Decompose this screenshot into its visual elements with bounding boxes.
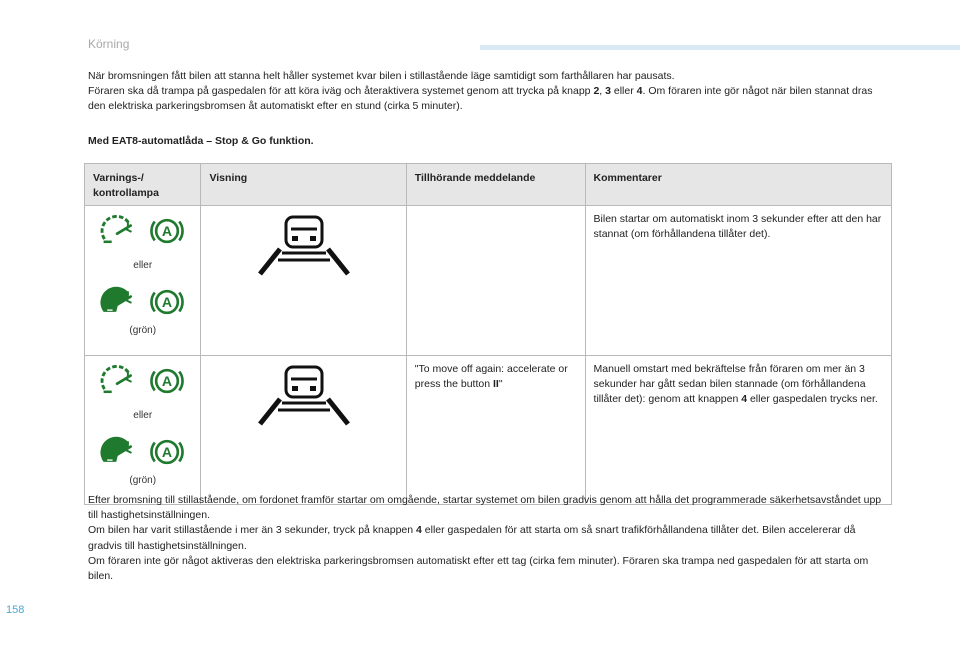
stop-go-table (84, 163, 892, 505)
outro-p2-end: eller gaspedalen för att starta om så snart trafikförhållandena tillåter det. Bilen accelererar då gradvis till hastighetsinställningen. (88, 524, 856, 552)
road-car-icon (256, 214, 352, 278)
lamp-pair (85, 364, 200, 398)
outro-p2-start: Om bilen har varit stillastående i mer än 3 sekunder, tryck på knappen (88, 524, 417, 537)
button-ref-2: 2 (593, 85, 600, 98)
eller-label: eller (133, 410, 153, 421)
lamp-pair (85, 285, 200, 319)
header-varningslampa: Varnings-/ kontrollampa (85, 164, 201, 206)
message-text-end: " (498, 378, 503, 390)
auto-a-icon (148, 436, 186, 468)
road-car-icon (256, 364, 352, 428)
header-visning: Visning (201, 164, 406, 206)
comment-text-end: eller gaspedalen trycks ner. (747, 393, 878, 405)
speedometer-filled-icon (100, 286, 136, 318)
gron-label: (grön) (129, 475, 157, 486)
speedometer-outline-icon (100, 365, 136, 397)
intro-line2-start: Föraren ska då trampa på gaspedalen för att köra iväg och återaktivera systemet genom att trycka på knapp (88, 85, 594, 98)
page-number: 158 (6, 604, 25, 616)
message-text: "To move off again: accelerate or press the button (414, 363, 568, 390)
section-title: Körning (88, 37, 130, 51)
intro-line1: När bromsningen fått bilen att stanna helt håller systemet kvar bilen i stillastående läge samtidigt som farthållaren har pausats. (88, 70, 675, 82)
button-ref-II: II (492, 378, 499, 390)
auto-a-icon (148, 365, 186, 397)
speedometer-filled-icon (100, 436, 136, 468)
intro-sep: eller (610, 85, 637, 98)
outro-p1: Efter bromsning till stillastående, om fordonet framför startar om omgående, startar systemet om bilen gradvis genom att hålla det programmerade säkerhetsavståndet upp till hastighetsinställningen. (88, 494, 882, 522)
section-heading: Med EAT8-automatlåda – Stop & Go funktion. (88, 135, 314, 147)
table-header-row (85, 164, 892, 206)
visning-cell (201, 356, 406, 505)
outro-paragraph (88, 493, 888, 584)
lamp-pair (85, 435, 200, 469)
lamp-pair (85, 214, 200, 248)
button-ref-4: 4 (741, 393, 748, 405)
outro-p3: Om föraren inte gör något aktiveras den elektriska parkeringsbromsen automatiskt efter ett tag (cirka fem minuter). Föraren ska trampa ned gaspedalen för att starta om bilen. (88, 554, 869, 583)
button-ref-4: 4 (636, 85, 643, 98)
intro-line2-end: . Om föraren inte gör något när bilen stannat dras den elektriska parkeringsbromsen åt automatiskt efter en stund (cirka 5 minuter). (88, 85, 873, 113)
comment-cell (585, 356, 891, 505)
lamp-cell (85, 356, 201, 505)
table-row (85, 206, 892, 356)
intro-paragraph (88, 69, 888, 115)
message-cell (406, 356, 585, 505)
intro-sep: , (599, 85, 606, 98)
message-cell (406, 206, 585, 356)
speedometer-outline-icon (100, 215, 136, 247)
auto-a-icon (148, 286, 186, 318)
header-bar (480, 45, 960, 50)
comment-cell: Bilen startar om automatiskt inom 3 sekunder efter att den har stannat (om förhållandena tillåter det). (585, 206, 891, 356)
header-kommentarer: Kommentarer (585, 164, 891, 206)
table-row (85, 356, 892, 505)
comment-text: Manuell omstart med bekräftelse från föraren om mer än 3 sekunder har gått sedan bilen stannade (om förhållandena tillåter det): genom att knappen (593, 363, 866, 405)
auto-a-icon (148, 215, 186, 247)
visning-cell (201, 206, 406, 356)
header-meddelande: Tillhörande meddelande (406, 164, 585, 206)
button-ref-4: 4 (416, 524, 422, 537)
button-ref-3: 3 (605, 85, 611, 98)
lamp-cell (85, 206, 201, 356)
eller-label: eller (133, 260, 153, 271)
gron-label: (grön) (129, 325, 157, 336)
